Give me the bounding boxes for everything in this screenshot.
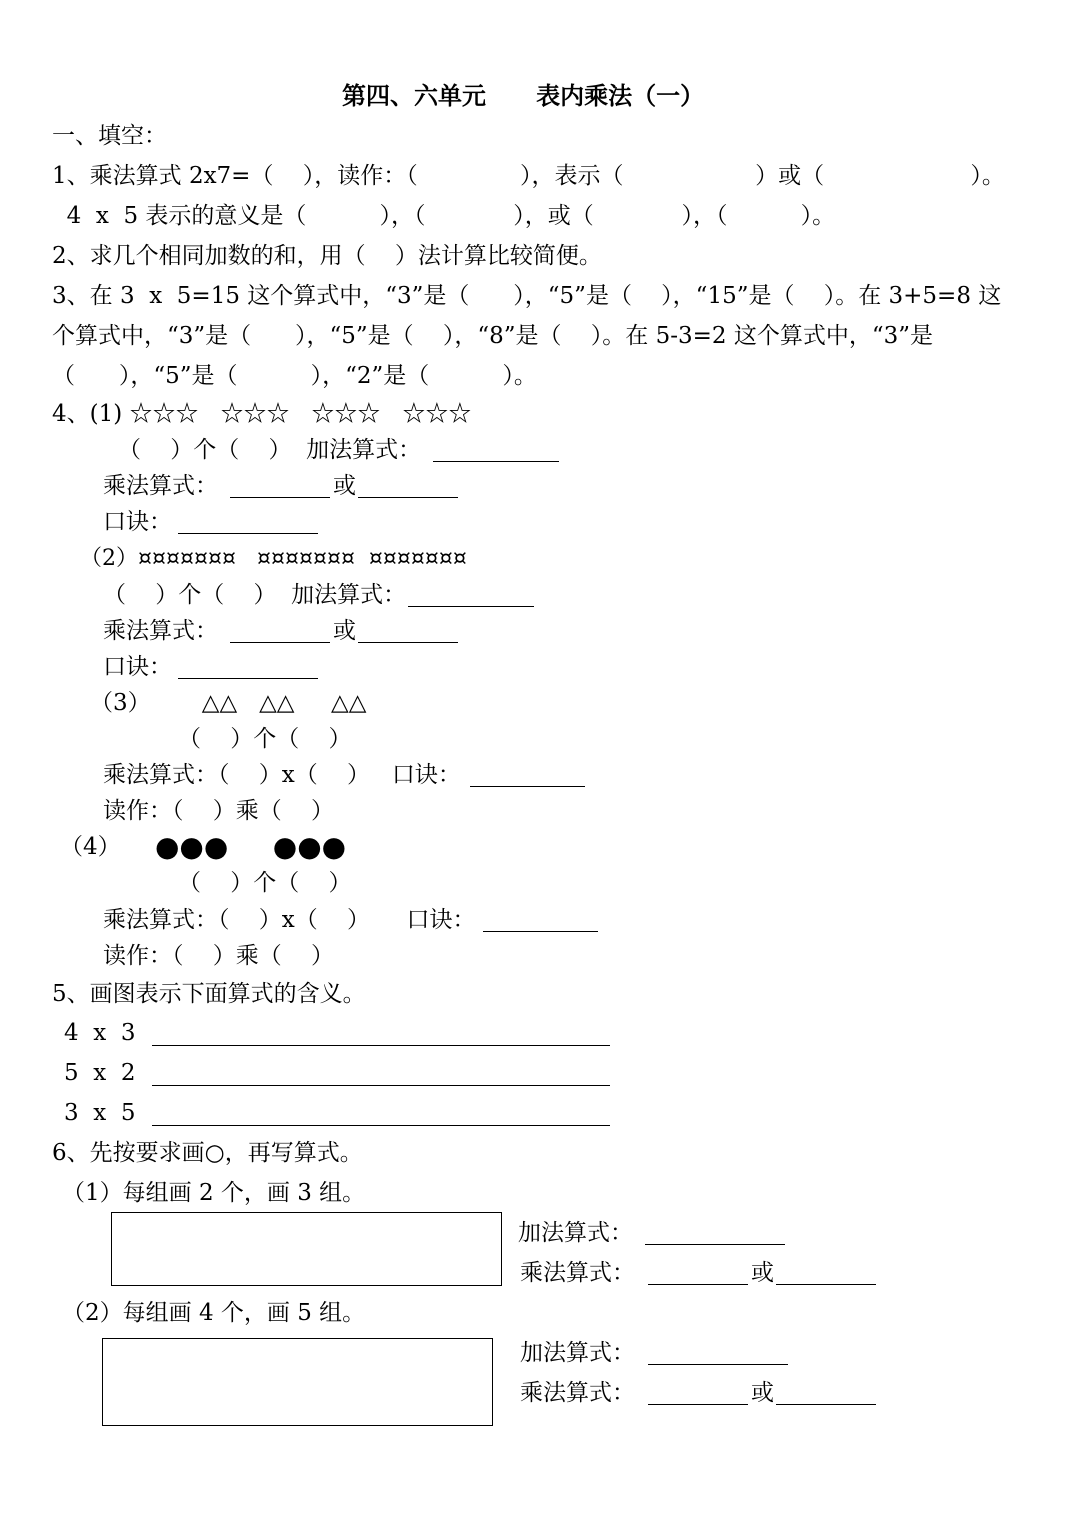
q5-item-1: 4 x 3 <box>64 1020 136 1046</box>
q4-part2-symbols: （2）¤¤¤¤¤¤¤ ¤¤¤¤¤¤¤ ¤¤¤¤¤¤¤ <box>80 546 467 571</box>
q4-part2-mul-label: 乘法算式： <box>103 618 218 644</box>
q5-line-3[interactable] <box>152 1125 610 1126</box>
q6-part2-add-blank[interactable] <box>648 1364 788 1365</box>
q4-part3-mul: 乘法算式：（ ）x（ ） 口诀： <box>103 762 461 788</box>
q6-part1-draw-box[interactable] <box>111 1212 502 1286</box>
q4-part4-count: （ ）个（ ） <box>178 870 352 896</box>
q6-part2-draw-box[interactable] <box>102 1338 493 1426</box>
q6-part1-add-label: 加法算式： <box>518 1220 633 1246</box>
q6-part2-mul-blank-b[interactable] <box>776 1404 876 1405</box>
q4-part3-triangles: （3） △△ △△ △△ <box>90 690 367 716</box>
q6-part2-add-label: 加法算式： <box>520 1340 635 1366</box>
q4-part1-add-blank[interactable] <box>433 461 559 462</box>
q4-part1-rhyme-label: 口诀： <box>103 509 172 535</box>
q6-part1-mul-blank-a[interactable] <box>648 1284 748 1285</box>
q3-line2: 个算式中，“3”是（ ），“5”是（ ），“8”是（ ）。在 5-3=2 这个算式中，“3”是 <box>52 323 934 349</box>
q6-part2-label: （2）每组画 4 个，画 5 组。 <box>62 1300 366 1326</box>
q4-part4-mul: 乘法算式：（ ）x（ ） 口诀： <box>103 907 476 933</box>
q1-line1: 1、乘法算式 2x7=（ ），读作：（ ），表示（ ）或（ ）。 <box>52 163 1005 189</box>
q4-part2-rhyme-blank[interactable] <box>178 678 318 679</box>
q4-part4-read: 读作：（ ）乘（ ） <box>103 943 334 969</box>
q4-part1-mul-blank-b[interactable] <box>358 497 458 498</box>
q5-heading: 5、画图表示下面算式的含义。 <box>52 981 366 1007</box>
q4-part1-stars: 4、(1) ☆☆☆ ☆☆☆ ☆☆☆ ☆☆☆ <box>52 401 472 427</box>
q4-part2-add-blank[interactable] <box>408 606 534 607</box>
q4-part4-rhyme-blank[interactable] <box>483 931 598 932</box>
q4-part2-mul-blank-b[interactable] <box>358 642 458 643</box>
q6-heading: 6、先按要求画○，再写算式。 <box>52 1140 363 1166</box>
q5-line-2[interactable] <box>152 1085 610 1086</box>
q4-part1-mul-label: 乘法算式： <box>103 473 218 499</box>
q4-part2-mul-blank-a[interactable] <box>230 642 330 643</box>
q6-part2-mul-blank-a[interactable] <box>648 1404 748 1405</box>
q4-part1-count: （ ）个（ ） 加法算式： <box>118 437 422 463</box>
q5-item-2: 5 x 2 <box>64 1060 136 1086</box>
q6-part1-mul-blank-b[interactable] <box>776 1284 876 1285</box>
q4-part1-or: 或 <box>333 473 356 499</box>
q6-part1-or: 或 <box>751 1260 774 1286</box>
q6-part1-label: （1）每组画 2 个，画 3 组。 <box>62 1180 366 1206</box>
q3-line3: （ ），“5”是（ ），“2”是（ ）。 <box>52 363 537 389</box>
q4-part1-rhyme-blank[interactable] <box>178 533 318 534</box>
q1-line2: 4 x 5 表示的意义是（ ），（ ），或（ ），（ ）。 <box>52 203 836 229</box>
q4-part3-count: （ ）个（ ） <box>178 726 352 752</box>
q4-part2-rhyme-label: 口诀： <box>103 654 172 680</box>
q2-text: 2、求几个相同加数的和，用（ ）法计算比较简便。 <box>52 243 602 269</box>
q4-part4-label: （4） <box>60 834 121 860</box>
page-title: 第四、六单元 表内乘法（一） <box>342 81 705 110</box>
q6-part1-add-blank[interactable] <box>645 1244 785 1245</box>
q4-part3-rhyme-blank[interactable] <box>470 786 585 787</box>
q6-part2-mul-label: 乘法算式： <box>520 1380 635 1406</box>
q5-line-1[interactable] <box>152 1045 610 1046</box>
q4-part3-read: 读作：（ ）乘（ ） <box>103 798 334 824</box>
q6-part1-mul-label: 乘法算式： <box>520 1260 635 1286</box>
q6-part2-or: 或 <box>751 1380 774 1406</box>
q4-part1-mul-blank-a[interactable] <box>230 497 330 498</box>
q3-line1: 3、在 3 x 5=15 这个算式中，“3”是（ ），“5”是（ ），“15”是（ ）。在 3+5=8 这 <box>52 283 1002 309</box>
section-heading: 一、填空： <box>52 123 167 149</box>
q5-item-3: 3 x 5 <box>64 1100 136 1126</box>
q4-part2-count: （ ）个（ ） 加法算式： <box>103 582 407 608</box>
q4-part4-dots: ●●● ●●● <box>155 830 347 863</box>
q4-part2-or: 或 <box>333 618 356 644</box>
